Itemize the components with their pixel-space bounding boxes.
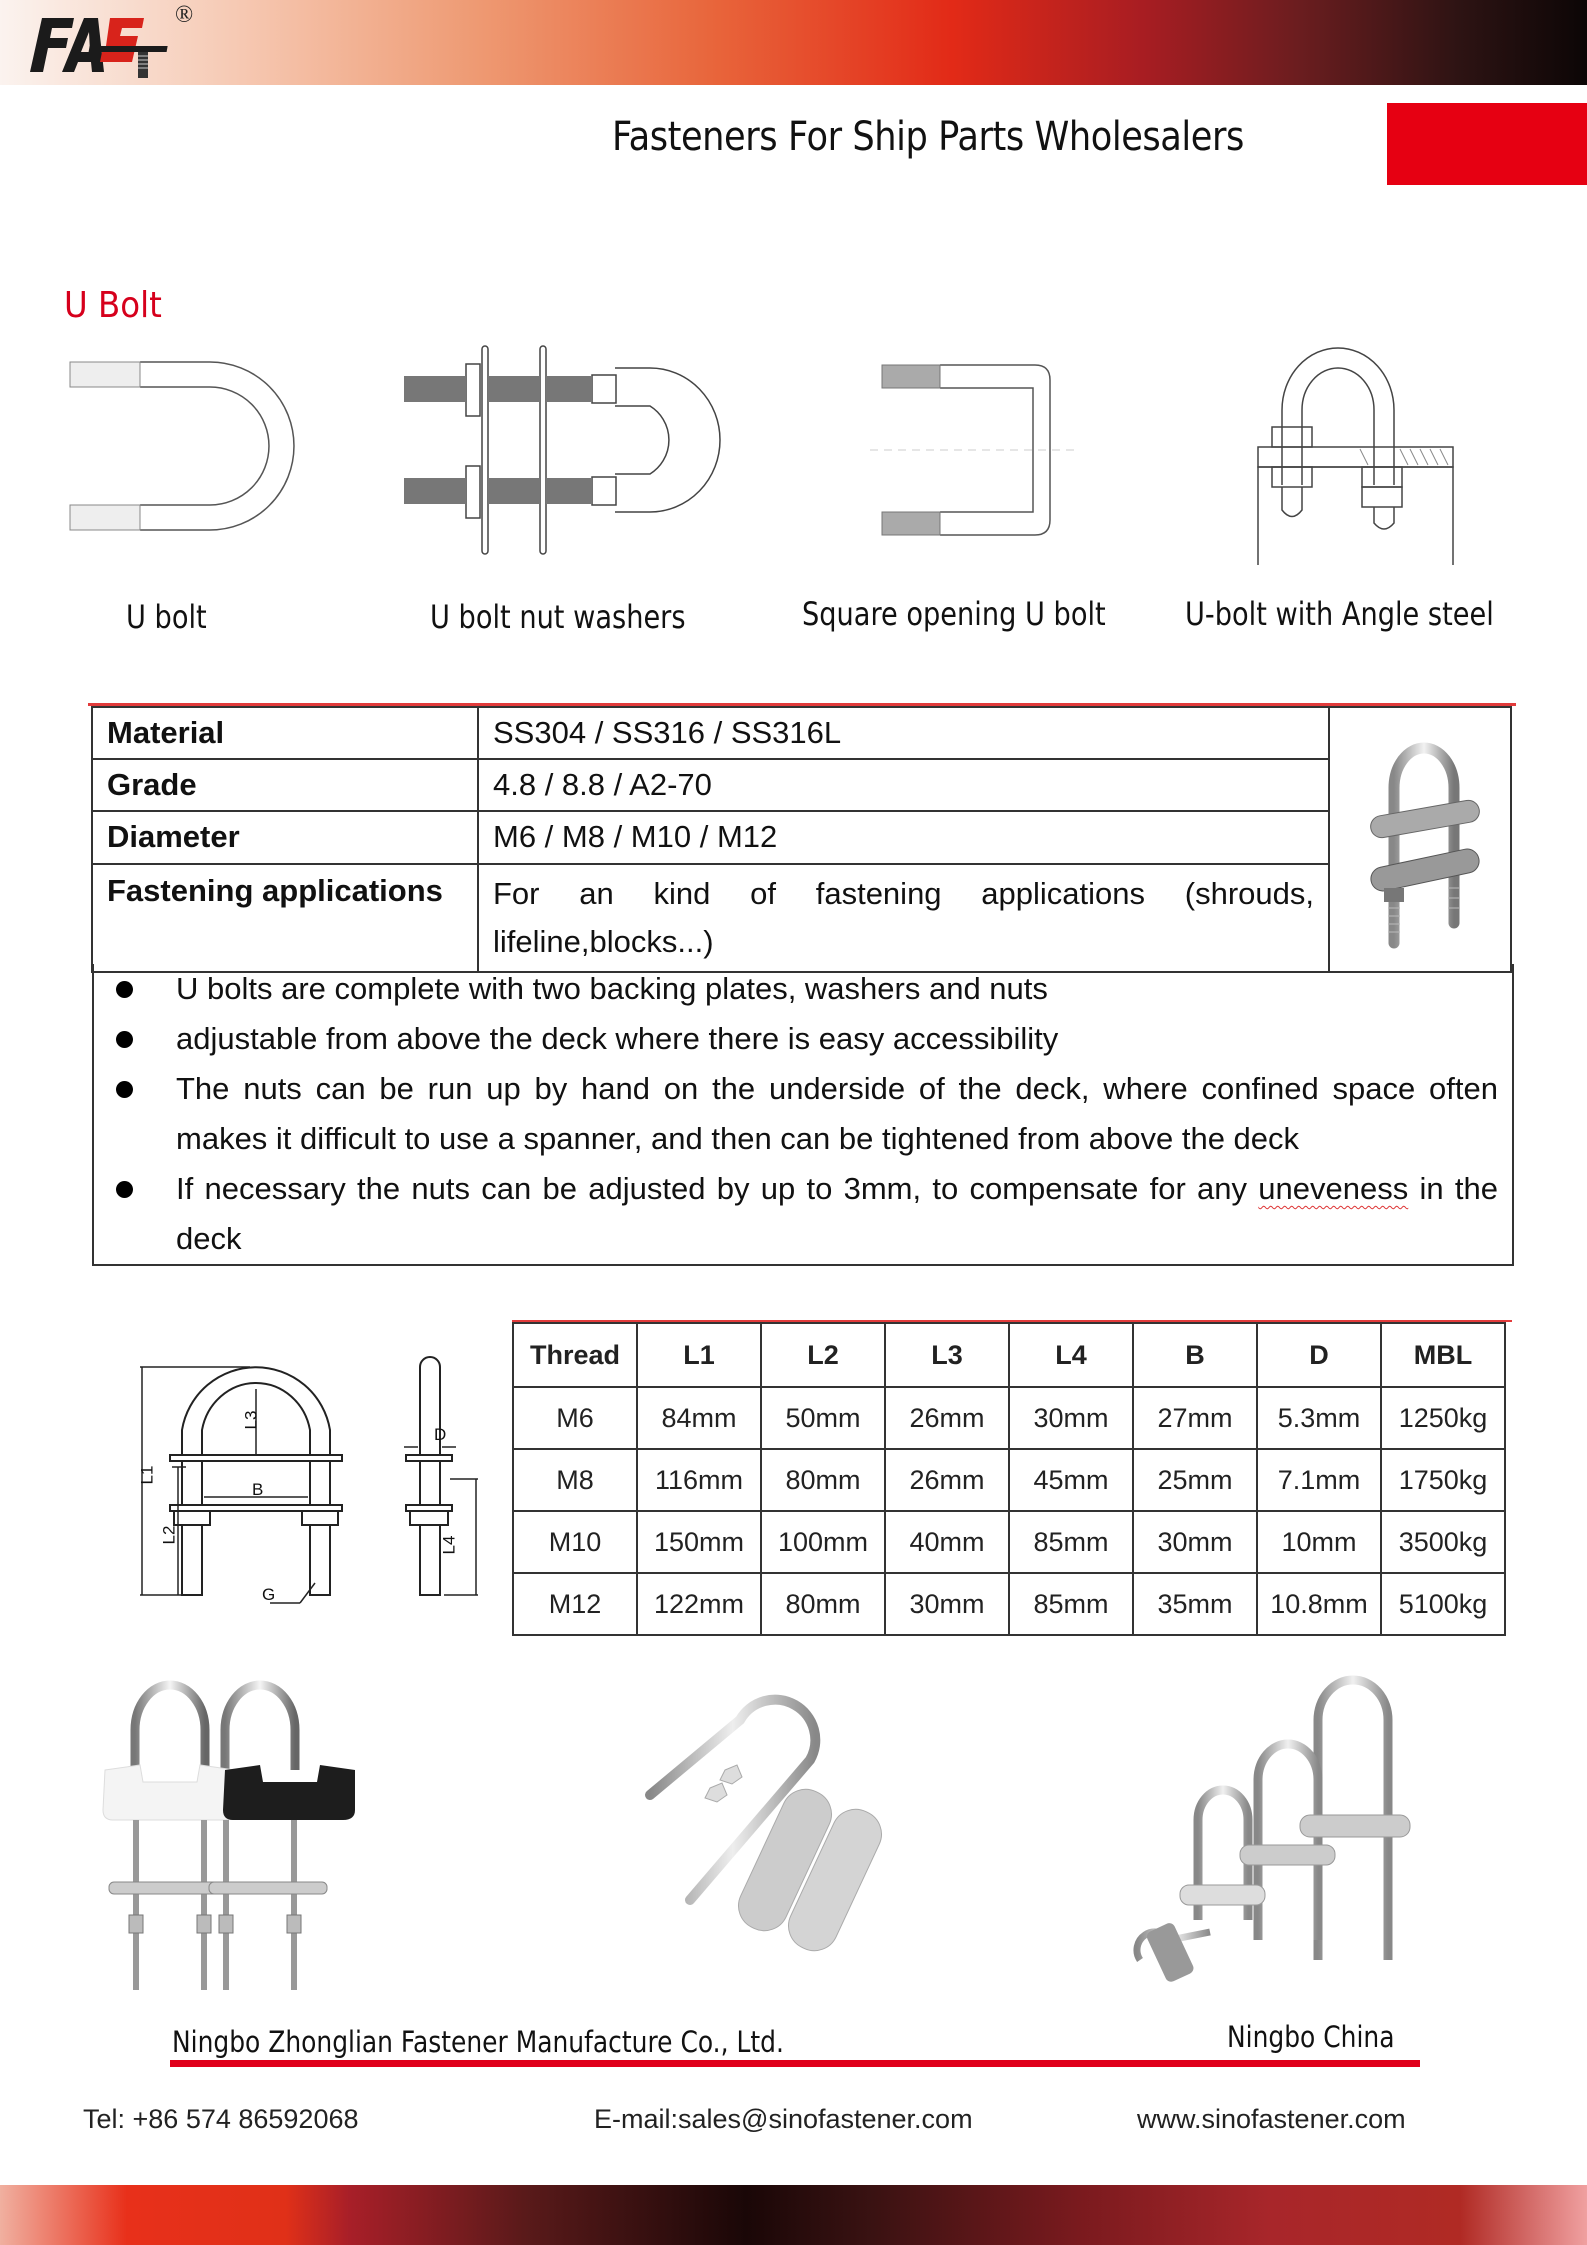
padded-u-bolt-photo (95, 1670, 495, 1990)
table-cell: 122mm (637, 1573, 761, 1635)
bullet-icon (116, 1181, 133, 1198)
table-cell: 80mm (761, 1449, 885, 1511)
u-bolt-kit-photo (640, 1680, 960, 1980)
column-header: L2 (761, 1323, 885, 1387)
table-cell: 1250kg (1381, 1387, 1505, 1449)
footer-website-link[interactable]: www.sinofastener.com (1137, 2104, 1406, 2134)
accent-red-box (1387, 103, 1587, 185)
table-cell: 84mm (637, 1387, 761, 1449)
footer-red-rule (170, 2060, 1420, 2067)
feature-bullet: U bolts are complete with two backing plates, washers and nuts (94, 964, 1512, 1014)
spec-row (92, 811, 1511, 865)
table-cell: 85mm (1009, 1511, 1133, 1573)
dim-table-header (513, 1323, 1505, 1387)
column-header: L3 (885, 1323, 1009, 1387)
dim-label-g: G (262, 1585, 276, 1604)
dimension-diagram (100, 1355, 480, 1615)
spec-table (91, 706, 1512, 973)
footer-gradient-band (0, 2185, 1587, 2245)
feature-bullet: adjustable from above the deck where there is easy accessibility (94, 1014, 1512, 1064)
table-cell: 85mm (1009, 1573, 1133, 1635)
table-row (513, 1449, 1505, 1511)
spec-value: 4.8 / 8.8 / A2-70 (478, 759, 1329, 811)
fast-logo (26, 10, 176, 80)
square-opening-u-bolt-drawing (860, 355, 1090, 545)
spec-value: SS304 / SS316 / SS316L (478, 707, 1329, 759)
page-title: Fasteners For Ship Parts Wholesalers (612, 114, 1244, 160)
table-cell: 30mm (885, 1573, 1009, 1635)
figure-caption: U bolt (126, 598, 207, 636)
spec-value: For an kind of fastening applications (shrouds, lifeline,blocks...) (478, 864, 1329, 972)
u-bolt-drawing (60, 350, 310, 550)
bullet-icon (116, 981, 133, 998)
table-row (513, 1511, 1505, 1573)
table-row (513, 1573, 1505, 1635)
spec-label: Fastening applications (92, 864, 478, 972)
dimension-table (512, 1322, 1506, 1636)
column-header: L1 (637, 1323, 761, 1387)
u-bolt-nut-washers-drawing (400, 340, 750, 560)
header-gradient-band (0, 0, 1587, 85)
spec-row (92, 864, 1511, 972)
table-cell: 26mm (885, 1449, 1009, 1511)
dim-label-l2: L2 (159, 1525, 179, 1545)
column-header: Thread (513, 1323, 637, 1387)
column-header: MBL (1381, 1323, 1505, 1387)
section-heading: U Bolt (64, 285, 162, 326)
column-header: B (1133, 1323, 1257, 1387)
dim-label-l4: L4 (439, 1535, 459, 1555)
table-cell: 1750kg (1381, 1449, 1505, 1511)
table-cell: 3500kg (1381, 1511, 1505, 1573)
table-cell: 5100kg (1381, 1573, 1505, 1635)
table-row (513, 1387, 1505, 1449)
spec-value: M6 / M8 / M10 / M12 (478, 811, 1329, 865)
u-bolt-product-photo (1330, 708, 1510, 963)
spec-label: Diameter (92, 811, 478, 865)
feature-bullet: The nuts can be run up by hand on the underside of the deck, where confined space often makes it difficult to use a spanner, and then can be tightened from above the deck (94, 1064, 1512, 1164)
spellcheck-flagged-word: uneveness (1258, 1171, 1409, 1206)
spec-label: Material (92, 707, 478, 759)
table-cell: 50mm (761, 1387, 885, 1449)
table-cell: M12 (513, 1573, 637, 1635)
spec-label: Grade (92, 759, 478, 811)
table-cell: 30mm (1133, 1511, 1257, 1573)
table-cell: 27mm (1133, 1387, 1257, 1449)
table-cell: 30mm (1009, 1387, 1133, 1449)
table-cell: 150mm (637, 1511, 761, 1573)
dim-label-l1: L1 (137, 1465, 157, 1485)
figure-caption: U-bolt with Angle steel (1185, 595, 1494, 633)
table-cell: 35mm (1133, 1573, 1257, 1635)
table-cell: 40mm (885, 1511, 1009, 1573)
footer-company-name: Ningbo Zhonglian Fastener Manufacture Co., Ltd. (172, 2025, 784, 2059)
table-cell: 100mm (761, 1511, 885, 1573)
table-cell: 25mm (1133, 1449, 1257, 1511)
table-cell: 26mm (885, 1387, 1009, 1449)
feature-bullet: If necessary the nuts can be adjusted by up to 3mm, to compensate for any uneveness in the deck (94, 1164, 1512, 1264)
dim-label-l3: L3 (241, 1410, 261, 1430)
spec-row (92, 707, 1511, 759)
table-cell: 10mm (1257, 1511, 1381, 1573)
table-cell: 5.3mm (1257, 1387, 1381, 1449)
footer-tel: Tel: +86 574 86592068 (83, 2104, 359, 2134)
bullet-icon (116, 1031, 133, 1048)
spec-row (92, 759, 1511, 811)
footer-email-link[interactable]: E-mail:sales@sinofastener.com (594, 2104, 973, 2134)
column-header: D (1257, 1323, 1381, 1387)
bullet-icon (116, 1081, 133, 1098)
table-cell: 45mm (1009, 1449, 1133, 1511)
table-cell: M10 (513, 1511, 637, 1573)
footer-location: Ningbo China (1227, 2020, 1395, 2054)
registered-mark: ® (175, 2, 194, 28)
feature-bullet-list (92, 964, 1514, 1266)
dim-label-d: D (434, 1425, 447, 1444)
table-cell: 80mm (761, 1573, 885, 1635)
figure-caption: U bolt nut washers (430, 598, 686, 636)
u-bolt-angle-steel-drawing (1250, 335, 1465, 565)
table-cell: 7.1mm (1257, 1449, 1381, 1511)
figure-caption: Square opening U bolt (802, 595, 1106, 633)
table-cell: 10.8mm (1257, 1573, 1381, 1635)
dim-label-b: B (252, 1480, 264, 1499)
column-header: L4 (1009, 1323, 1133, 1387)
table-cell: 116mm (637, 1449, 761, 1511)
product-photo-cell (1329, 707, 1511, 972)
table-cell: M8 (513, 1449, 637, 1511)
u-bolt-assortment-photo (1110, 1670, 1440, 1990)
table-cell: M6 (513, 1387, 637, 1449)
